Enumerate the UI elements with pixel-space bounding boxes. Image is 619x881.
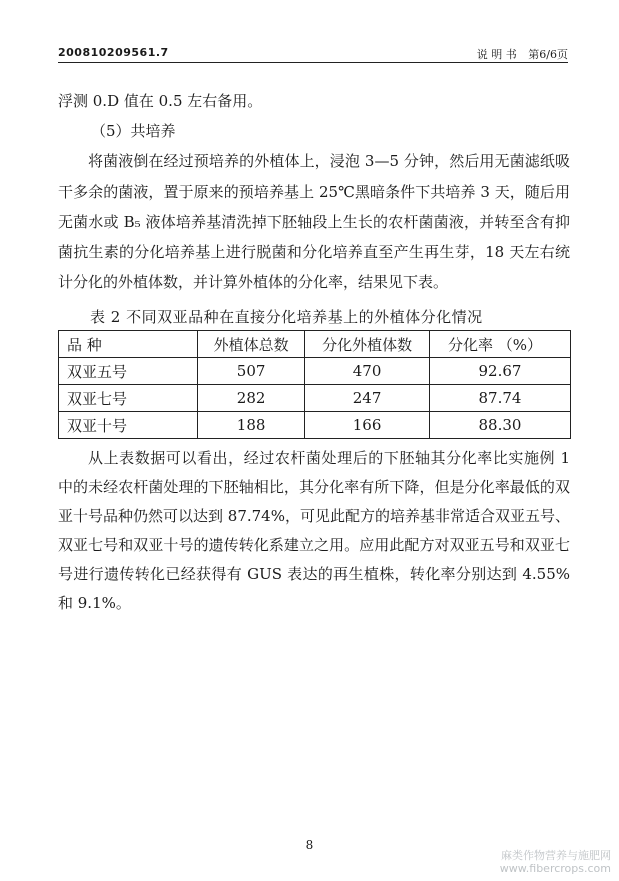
table-caption: 表 2 不同双亚品种在直接分化培养基上的外植体分化情况 [90,308,483,326]
continued-line: 浮测 0.D 值在 0.5 左右备用。 [58,92,263,110]
cell-variety: 双亚十号 [59,412,198,439]
section-subheading: （5）共培养 [91,122,176,141]
watermark-line-1: 麻类作物营养与施肥网 [501,849,611,862]
cell-differentiated: 166 [305,412,430,439]
cocultivation-paragraph: 将菌液倒在经过预培养的外植体上，浸泡 3—5 分钟，然后用无菌滤纸吸干多余的菌液，置于原来的预培养基上 25℃黑暗条件下共培养 3 天，随后用无菌水或 B₅ 液体培养基清洗掉下胚轴段上生长的农杆菌菌液，并转至含有抑菌抗生素的分化培养基上进行脱菌和分化培养直至产生再生芽，18 天左右统计分化的外植体数，并计算外植体的分化率，结果见下表。 [58,152,570,292]
table-row [59,358,571,385]
cell-rate: 92.67 [429,358,570,385]
table-row [59,385,571,412]
table-row [59,412,571,439]
cell-variety: 双亚七号 [59,385,198,412]
watermark-line-2: www.fibercrops.com [499,862,611,875]
cell-total: 282 [198,385,305,412]
page-info: 第6/6页 [528,48,568,61]
page-number: 8 [305,838,314,852]
cell-rate: 87.74 [429,385,570,412]
analysis-text [58,444,570,618]
cell-total: 507 [198,358,305,385]
cell-variety: 双亚五号 [59,358,198,385]
cell-rate: 88.30 [429,412,570,439]
page-header [58,46,568,63]
document-type: 说 明 书 [476,48,517,61]
cell-differentiated: 470 [305,358,430,385]
cell-differentiated: 247 [305,385,430,412]
header-total-explants: 外植体总数 [198,331,305,358]
analysis-paragraph: 从上表数据可以看出，经过农杆菌处理后的下胚轴其分化率比实施例 1 中的未经农杆菌处理的下胚轴相比，其分化率有所下降，但是分化率最低的双亚十号品种仍然可以达到 87.74%，可见此配方的培养基非常适合双亚五号、双亚七号和双亚十号的遗传转化系建立之用。应用此配方对双亚五号和双亚七号进行遗传转化已经获得有 GUS 表达的再生植株，转化率分别达到 4.55%和 9.1%。 [58,449,570,612]
header-variety: 品 种 [59,331,198,358]
cell-total: 188 [198,412,305,439]
document-number: 200810209561.7 [58,46,169,59]
header-differentiation-rate: 分化率 （%） [429,331,570,358]
header-differentiated-explants: 分化外植体数 [305,331,430,358]
table-header-row [59,331,571,358]
watermark [500,849,611,875]
differentiation-table [58,330,571,439]
header-right [469,46,568,62]
body-text [58,86,570,297]
